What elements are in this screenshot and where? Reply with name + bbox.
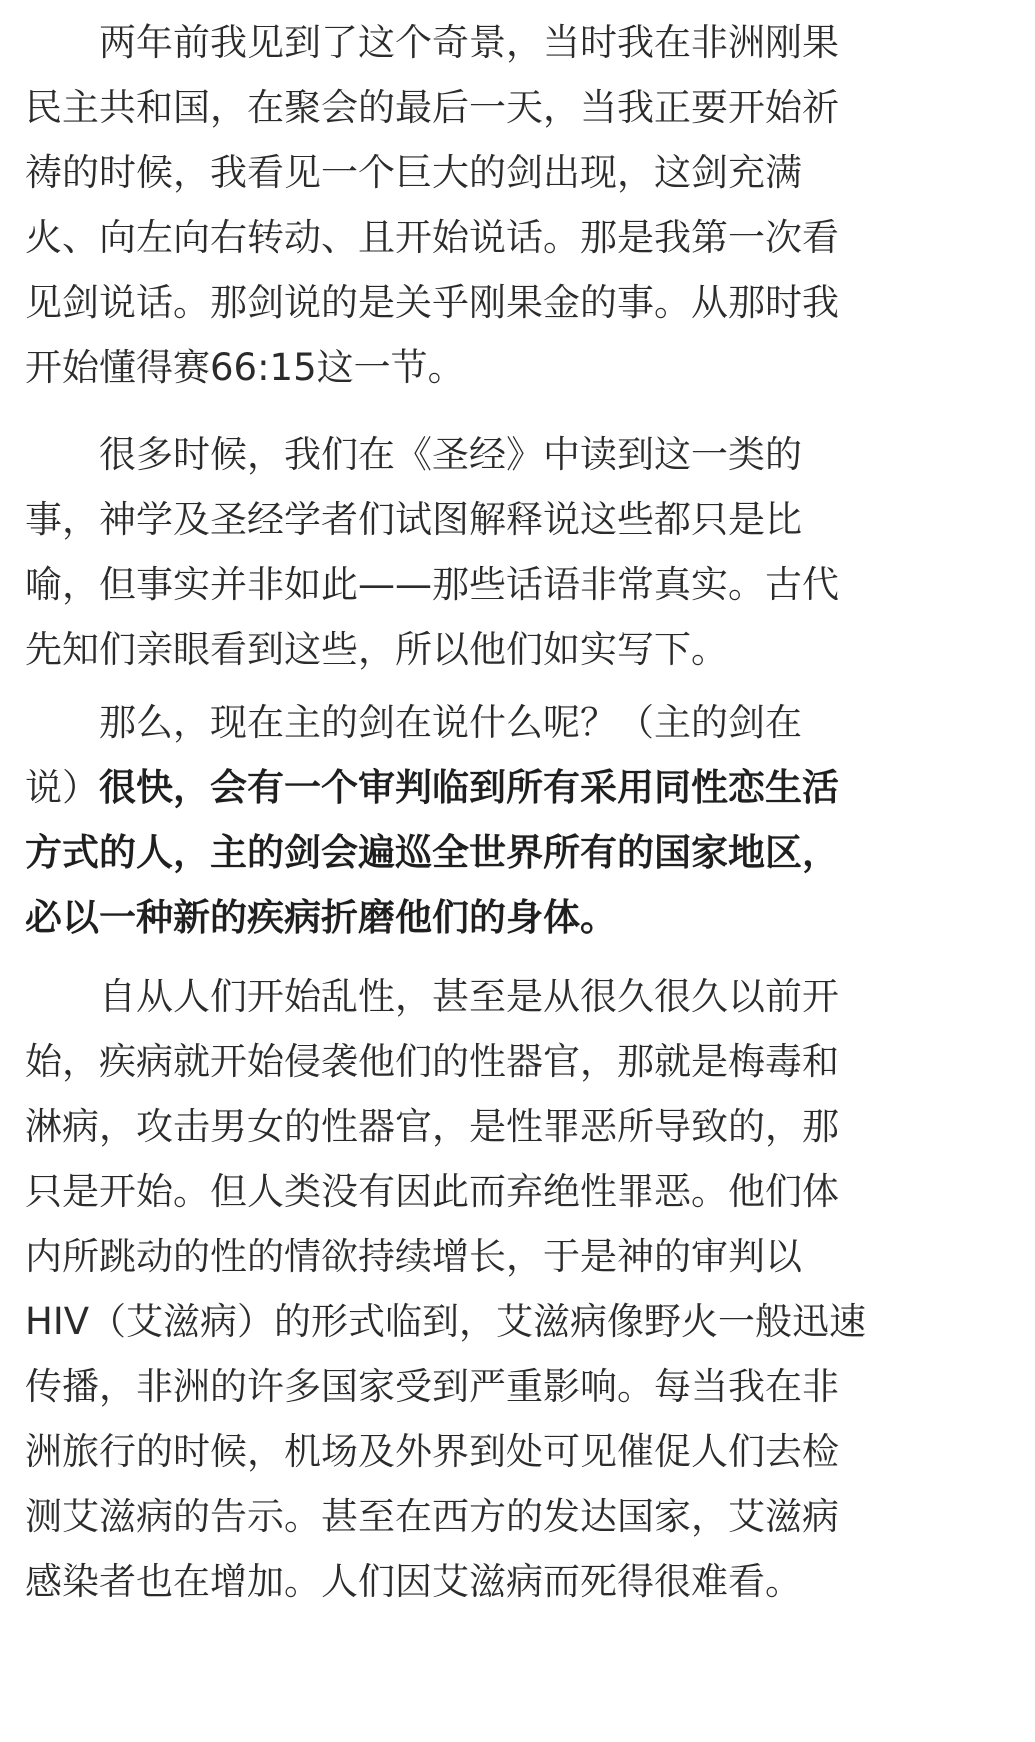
text-line: 感染者也在增加。人们因艾滋病而死得很难看。 (25, 1560, 802, 1603)
paragraph-2 (25, 422, 1015, 682)
text-line-bold: 必以一种新的疾病折磨他们的身体。 (25, 896, 617, 939)
text-line: 事，神学及圣经学者们试图解释说这些都只是比 (25, 498, 802, 541)
paragraph-4 (25, 964, 1015, 1614)
text-line: 先知们亲眼看到这些，所以他们如实写下。 (25, 628, 728, 671)
text-line: HIV（艾滋病）的形式临到，艾滋病像野火一般迅速 (25, 1300, 867, 1343)
text-line: 民主共和国，在聚会的最后一天，当我正要开始祈 (25, 86, 839, 129)
text-line: 传播，非洲的许多国家受到严重影响。每当我在非 (25, 1365, 839, 1408)
text-line: 两年前我见到了这个奇景，当时我在非洲刚果 (99, 21, 839, 64)
text-line: 开始懂得赛66:15这一节。 (25, 346, 465, 389)
text-line: 那么，现在主的剑在说什么呢？（主的剑在 (99, 701, 802, 744)
text-bold: 很快，会有一个审判临到所有采用同性恋生活 (99, 766, 839, 809)
text-line: 很多时候，我们在《圣经》中读到这一类的 (99, 433, 802, 476)
text-line (25, 755, 1015, 820)
paragraph-3 (25, 690, 1015, 950)
text-line: 喻，但事实并非如此——那些话语非常真实。古代 (25, 563, 839, 606)
text-line: 始，疾病就开始侵袭他们的性器官，那就是梅毒和 (25, 1040, 839, 1083)
text-line: 只是开始。但人类没有因此而弃绝性罪恶。他们体 (25, 1170, 839, 1213)
text-line: 内所跳动的性的情欲持续增长，于是神的审判以 (25, 1235, 802, 1278)
text-normal: 说） (25, 766, 99, 809)
text-line: 火、向左向右转动、且开始说话。那是我第一次看 (25, 216, 839, 259)
text-line: 淋病，攻击男女的性器官，是性罪恶所导致的，那 (25, 1105, 839, 1148)
text-line: 洲旅行的时候，机场及外界到处可见催促人们去检 (25, 1430, 839, 1473)
text-line-bold: 方式的人，主的剑会遍巡全世界所有的国家地区， (25, 831, 839, 874)
text-line: 见剑说话。那剑说的是关乎刚果金的事。从那时我 (25, 281, 839, 324)
text-line: 测艾滋病的告示。甚至在西方的发达国家，艾滋病 (25, 1495, 839, 1538)
text-line: 祷的时候，我看见一个巨大的剑出现，这剑充满 (25, 151, 802, 194)
text-line: 自从人们开始乱性，甚至是从很久很久以前开 (99, 975, 839, 1018)
paragraph-1 (25, 10, 1015, 400)
